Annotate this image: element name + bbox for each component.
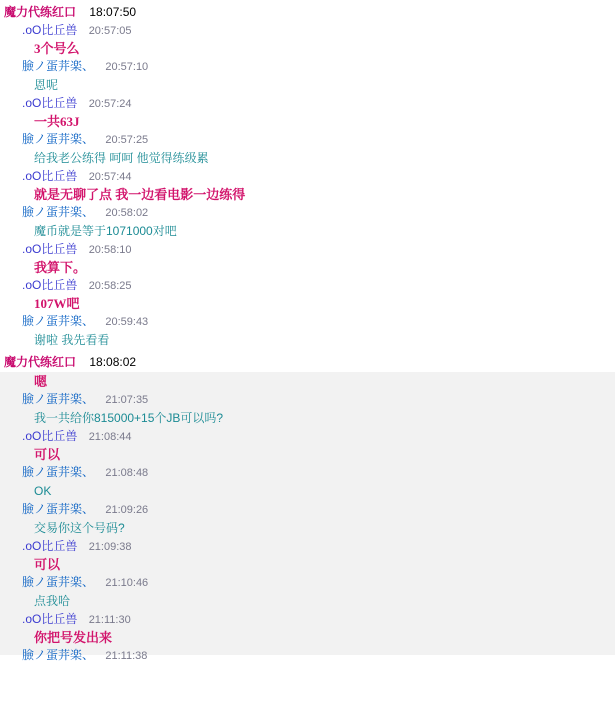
message-item-partial[interactable]: [0, 647, 615, 662]
message-meta: [0, 501, 615, 518]
message-text: [0, 39, 615, 58]
message-text: [0, 372, 615, 391]
message-item[interactable]: [0, 391, 615, 428]
message-text: [0, 591, 615, 611]
sender-name[interactable]: .oO比丘兽: [22, 169, 78, 183]
message-item[interactable]: [0, 131, 615, 168]
message-meta: [0, 131, 615, 148]
sender-name[interactable]: .oO比丘兽: [22, 429, 78, 443]
message-meta: [0, 428, 615, 445]
message-text: [0, 185, 615, 204]
message-item[interactable]: [0, 611, 615, 647]
message-text: [0, 481, 615, 501]
message-item[interactable]: [0, 241, 615, 277]
message-item[interactable]: [0, 574, 615, 611]
sender-name[interactable]: 臉ノ蛋茾楽、: [22, 314, 95, 328]
message-item[interactable]: [0, 428, 615, 464]
message-body: 我一共给你815000+15个JB可以吗?: [34, 411, 224, 425]
session-title: 魔力代练红口: [4, 355, 77, 369]
message-time: 21:08:48: [105, 467, 149, 479]
sender-name[interactable]: .oO比丘兽: [22, 278, 78, 292]
message-time: 21:09:38: [88, 541, 132, 553]
message-body: 3个号么: [34, 41, 80, 56]
message-body: 可以: [34, 557, 61, 572]
sender-name[interactable]: .oO比丘兽: [22, 96, 78, 110]
message-item[interactable]: [0, 501, 615, 538]
message-meta: [0, 538, 615, 555]
sender-name[interactable]: .oO比丘兽: [22, 242, 78, 256]
sender-name[interactable]: .oO比丘兽: [22, 539, 78, 553]
message-meta: [0, 464, 615, 481]
session-time: 18:07:50: [89, 5, 137, 19]
message-body: 107W吧: [34, 296, 80, 311]
message-meta: [0, 611, 615, 628]
message-text: [0, 75, 615, 95]
sender-name[interactable]: 臉ノ蛋茾楽、: [22, 465, 95, 479]
message-item[interactable]: [0, 95, 615, 131]
message-item[interactable]: [0, 22, 615, 58]
sender-name[interactable]: 臉ノ蛋茾楽、: [22, 575, 95, 589]
message-body: 嗯: [34, 374, 48, 389]
session-time: 18:08:02: [89, 355, 137, 369]
message-text: [0, 518, 615, 538]
message-time: 20:57:05: [88, 25, 132, 37]
message-text: [0, 408, 615, 428]
message-meta: [0, 204, 615, 221]
message-item[interactable]: [0, 58, 615, 95]
session-header: [0, 0, 615, 22]
sender-name[interactable]: .oO比丘兽: [22, 612, 78, 626]
message-body: 一共63J: [34, 114, 80, 129]
message-meta: [0, 95, 615, 112]
message-time: 20:58:25: [88, 280, 132, 292]
message-meta: [0, 574, 615, 591]
message-time: 20:57:24: [88, 98, 132, 110]
message-time: 20:57:10: [105, 61, 149, 73]
message-body: 魔币就是等于1071000对吧: [34, 224, 177, 238]
message-time: 21:11:38: [105, 650, 148, 662]
message-text: [0, 628, 615, 647]
message-text: [0, 148, 615, 168]
message-time: 20:59:43: [105, 316, 149, 328]
message-time: 21:09:26: [105, 504, 149, 516]
sender-name[interactable]: 臉ノ蛋茾楽、: [22, 59, 95, 73]
message-time: 21:10:46: [105, 577, 149, 589]
message-text: [0, 221, 615, 241]
message-time: 20:57:44: [88, 171, 132, 183]
message-meta: [0, 647, 615, 664]
message-text: [0, 112, 615, 131]
message-time: 20:57:25: [105, 134, 149, 146]
message-body: 给我老公练得 呵呵 他觉得练级累: [34, 151, 209, 165]
session-title: 魔力代练红口: [4, 5, 77, 19]
message-meta: [0, 168, 615, 185]
message-item[interactable]: [0, 538, 615, 574]
sender-name[interactable]: 臉ノ蛋茾楽、: [22, 132, 95, 146]
sender-name[interactable]: 臉ノ蛋茾楽、: [22, 648, 95, 662]
message-text: [0, 555, 615, 574]
message-text: [0, 445, 615, 464]
message-meta: [0, 391, 615, 408]
message-time: 20:58:02: [105, 207, 149, 219]
message-time: 21:08:44: [88, 431, 132, 443]
sender-name[interactable]: 臉ノ蛋茾楽、: [22, 205, 95, 219]
message-text: [0, 294, 615, 313]
session-header: [0, 350, 615, 372]
message-meta: [0, 22, 615, 39]
message-text: [0, 330, 615, 350]
sender-name[interactable]: .oO比丘兽: [22, 23, 78, 37]
message-text: [0, 258, 615, 277]
message-item[interactable]: [0, 313, 615, 350]
sender-name[interactable]: 臉ノ蛋茾楽、: [22, 502, 95, 516]
message-meta: [0, 58, 615, 75]
message-body: 就是无聊了点 我一边看电影一边练得: [34, 187, 246, 202]
message-body: 可以: [34, 447, 61, 462]
message-time: 21:11:30: [88, 614, 131, 626]
message-time: 20:58:10: [88, 244, 132, 256]
message-body: OK: [34, 484, 52, 498]
sender-name[interactable]: 臉ノ蛋茾楽、: [22, 392, 95, 406]
message-body: 交易你这个号码?: [34, 521, 125, 535]
message-body: 我算下。: [34, 260, 87, 275]
message-item[interactable]: [0, 168, 615, 204]
message-item[interactable]: [0, 277, 615, 313]
message-body: 点我哈: [34, 594, 71, 608]
message-time: 21:07:35: [105, 394, 149, 406]
message-item[interactable]: [0, 204, 615, 241]
message-body: 恩呢: [34, 78, 59, 92]
message-item[interactable]: [0, 464, 615, 501]
message-meta: [0, 277, 615, 294]
message-item[interactable]: [0, 372, 615, 391]
message-meta: [0, 313, 615, 330]
message-body: 谢啦 我先看看: [34, 333, 110, 347]
message-meta: [0, 241, 615, 258]
message-body: 你把号发出来: [34, 630, 113, 645]
